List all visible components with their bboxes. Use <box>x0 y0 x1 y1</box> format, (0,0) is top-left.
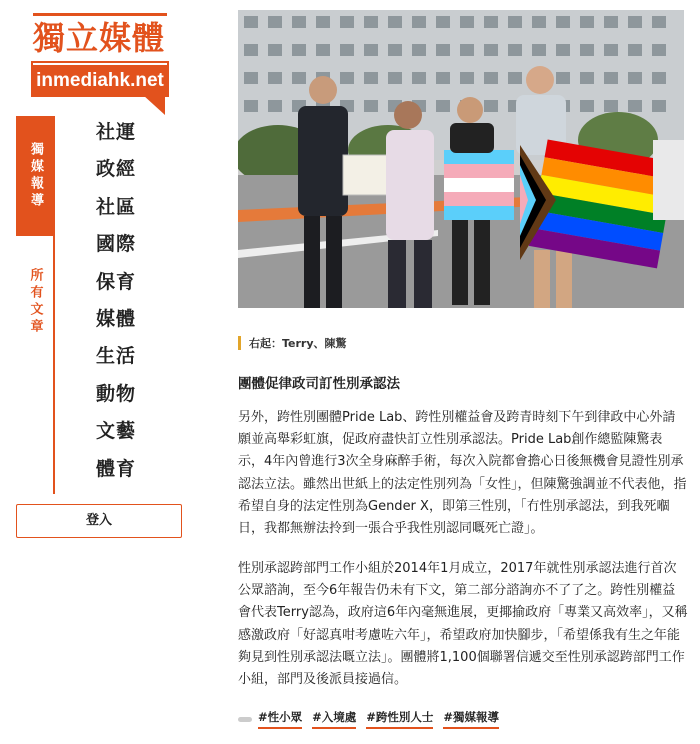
article-photo <box>238 10 684 308</box>
tab-inmedia-reports[interactable]: 獨媒報導 <box>16 116 54 236</box>
tab-all-articles[interactable]: 所有文章 <box>27 268 43 336</box>
login-button[interactable]: 登入 <box>16 504 182 538</box>
category-item[interactable]: 文藝 <box>96 420 137 443</box>
logo-domain: inmediahk.net <box>33 63 167 95</box>
tag-link[interactable]: #跨性別人士 <box>366 709 433 729</box>
category-item[interactable]: 媒體 <box>96 307 137 330</box>
category-nav <box>96 117 136 491</box>
tag-list <box>238 709 509 729</box>
site-logo[interactable] <box>33 13 167 113</box>
category-item[interactable]: 體育 <box>96 457 137 480</box>
category-item[interactable]: 社區 <box>96 195 137 218</box>
tag-link[interactable]: #獨媒報導 <box>443 709 499 729</box>
category-item[interactable]: 社運 <box>96 121 137 143</box>
article-subheading: 團體促律政司訂性別承認法 <box>238 376 400 392</box>
category-item[interactable]: 保育 <box>96 270 137 293</box>
category-item[interactable]: 政經 <box>96 158 137 181</box>
tag-icon <box>238 717 252 722</box>
caption-text: 右起：Terry、陳驚 <box>249 337 347 350</box>
article-paragraph: 性別承認跨部門工作小組於2014年1月成立，2017年就性別承認法進行首次公眾諮詢，至今6年報告仍未有下文，第二部分諮詢亦不了了之。跨性別權益會代表Terry認為，政府這6年內毫無進展，更揶揄政府「專業又高效率」，又稱感激政府「好認真咁考慮咗六年」，希望政府加快腳步，「希望係我有生之年能夠見到性別承認法嘅立法」。團體將1,100個聯署信遞交至性別承認跨部門工作小組，部門及後派員接過信。 <box>238 561 688 688</box>
article-paragraph: 另外，跨性別團體Pride Lab、跨性別權益會及跨青時刻下午到律政中心外請願並高舉彩虹旗，促政府盡快訂立性別承認法。Pride Lab創作總監陳驚表示，4年內曾進行3次全身麻醉手術，每次入院都會擔心日後無機會見證性別承認法立法。雖然出世紙上的法定性別列為「女性」，但陳驚強調並不代表他，指希望自身的法定性別為Gender X，即第三性別，「冇性別承認法，到我死嗰日，我都無辦法拎到一張合乎我性別認同嘅死亡證」。 <box>238 410 687 537</box>
caption-accent-bar <box>238 336 241 350</box>
tag-link[interactable]: #入境處 <box>312 709 356 729</box>
category-item[interactable]: 國際 <box>96 233 137 256</box>
category-item[interactable]: 生活 <box>96 345 137 368</box>
logo-speech-tail <box>143 95 165 115</box>
logo-title: 獨立媒體 <box>33 13 167 57</box>
category-item[interactable]: 動物 <box>96 382 137 405</box>
photo-caption <box>238 334 347 352</box>
tag-link[interactable]: #性小眾 <box>258 709 302 729</box>
